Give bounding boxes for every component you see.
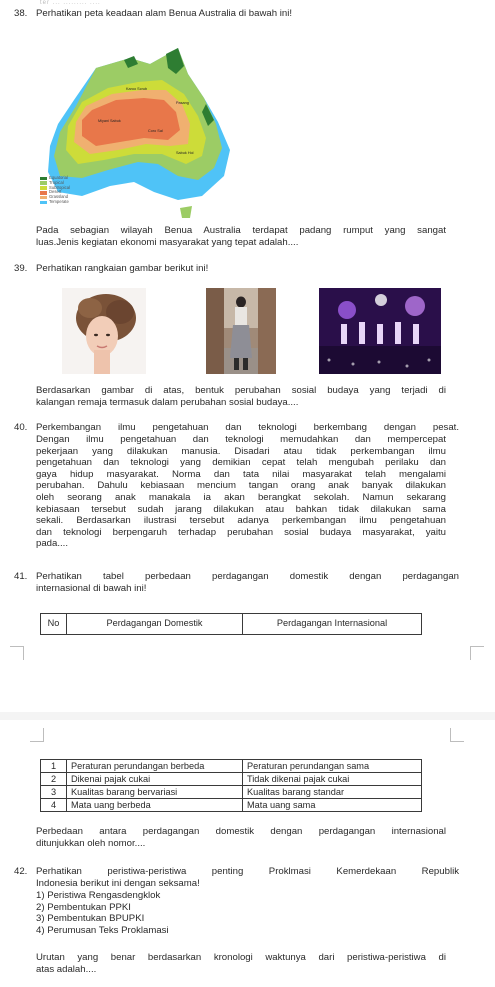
map-label: Miyani Sabuk	[98, 119, 121, 123]
map-label: Sabuk Hol	[176, 151, 194, 155]
table-row: 4 Mata uang berbeda Mata uang sama	[41, 799, 422, 812]
legend-item: Subtropical	[40, 186, 70, 191]
map-label: Karoo Scrub	[126, 87, 148, 91]
list-item: 1) Peristiwa Rengasdengklok	[36, 890, 161, 901]
question-number: 40.	[14, 422, 28, 433]
legend-item: Grassland	[40, 195, 70, 200]
map-label: Pasang	[176, 101, 189, 105]
q42-intro-2: Indonesia berikut ini dengan seksama!	[36, 878, 200, 889]
q41-paragraph: Perbedaan antara perdagangan domestik dengan perdagangan internasional ditunjukkan oleh nomor....	[36, 826, 446, 849]
map-tasmania	[180, 206, 192, 218]
table-row: 1 Peraturan perundangan berbeda Peraturan perundangan sama	[41, 760, 422, 773]
map-legend	[40, 176, 70, 205]
question-number: 39.	[14, 263, 28, 274]
page-break-band	[0, 712, 495, 720]
question-38	[14, 8, 482, 20]
crop-mark	[10, 646, 24, 660]
table-row: 3 Kualitas barang bervariasi Kualitas barang standar	[41, 786, 422, 799]
crop-mark	[470, 646, 484, 660]
crop-mark	[30, 728, 44, 742]
map-label: Coro Sal	[148, 129, 163, 133]
question-number: 41.	[14, 571, 28, 582]
list-item: 2) Pembentukan PPKI	[36, 901, 131, 913]
table-row: 2 Dikenai pajak cukai Tidak dikenai pajak cukai	[41, 773, 422, 786]
question-39	[14, 263, 482, 275]
question-number: 42.	[14, 866, 28, 877]
q42-items	[36, 890, 446, 937]
question-text: Perhatikan peta keadaan alam Benua Australia di bawah ini!	[36, 8, 293, 19]
question-42: 42. Perhatikan peristiwa-peristiwa penting Proklmasi Kemerdekaan Republik	[14, 866, 459, 877]
legend-item: Tropical	[40, 181, 70, 186]
legend-item: Desert	[40, 190, 70, 195]
legend-item: Temperate	[40, 200, 70, 205]
col-internasional: Perdagangan Internasional	[243, 614, 422, 635]
q40-paragraph: Dengan ilmu pengetahuan dan teknologi memudahkan dan mempercepat pekerjaan yang dilakukan manusia. Disadari atau tidak perkembangan ilmu pengetahuan dan teknologi yang demikian cepat telah mengubah perilaku dan gaya hidup masyarakat. Norma dan tata nilai masyarakat telah mengalami perubahan. Dahulu kebiasaan mencium tangan orang anak banyak dilakukan oleh seorang anak manakala ia akan berangkat sekolah. Namun sekarang kebiasaan tersebut sudah jarang dilakukan atau bahkan tidak dilakukan sama sekali. Berdasarkan ilustrasi tersebut adanya perkembangan ilmu pengetahuan dan teknologi berpengaruh terhadap perubahan sosial budaya masyarakat, yaitu pada....	[36, 434, 446, 550]
fashion-photo	[206, 288, 276, 374]
list-item: 4) Perumusan Teks Proklamasi	[36, 925, 169, 937]
question-41: 41. Perhatikan tabel perbedaan perdagangan domestik dengan perdagangan	[14, 571, 459, 582]
cut-off-header: ter ... ......... ....	[40, 0, 101, 4]
trade-table-body	[40, 759, 422, 812]
question-text: Perhatikan rangkaian gambar berikut ini!	[36, 263, 209, 274]
trade-table-header	[40, 613, 422, 635]
list-item: 3) Pembentukan BPUPKI	[36, 913, 145, 925]
hairstyle-photo	[62, 288, 146, 374]
col-no: No	[41, 614, 67, 635]
question-number: 38.	[14, 8, 28, 19]
q39-paragraph: Berdasarkan gambar di atas, bentuk perubahan sosial budaya yang terjadi di kalangan remaja termasuk dalam perubahan sosial budaya....	[36, 385, 446, 408]
crop-mark	[450, 728, 464, 742]
legend-item: Equatorial	[40, 176, 70, 181]
concert-photo	[319, 288, 441, 374]
col-domestik: Perdagangan Domestik	[67, 614, 243, 635]
q42-paragraph: Urutan yang benar berdasarkan kronologi waktunya dari peristiwa-peristiwa di atas adalah....	[36, 952, 446, 975]
question-40: 40. Perkembangan ilmu pengetahuan dan teknologi berkembang dengan pesat.	[14, 422, 459, 433]
q38-paragraph: Pada sebagian wilayah Benua Australia terdapat padang rumput yang sangat luas.Jenis kegiatan ekonomi masyarakat yang tepat adalah....	[36, 225, 446, 248]
q41-intro-2: internasional di bawah ini!	[36, 583, 147, 594]
